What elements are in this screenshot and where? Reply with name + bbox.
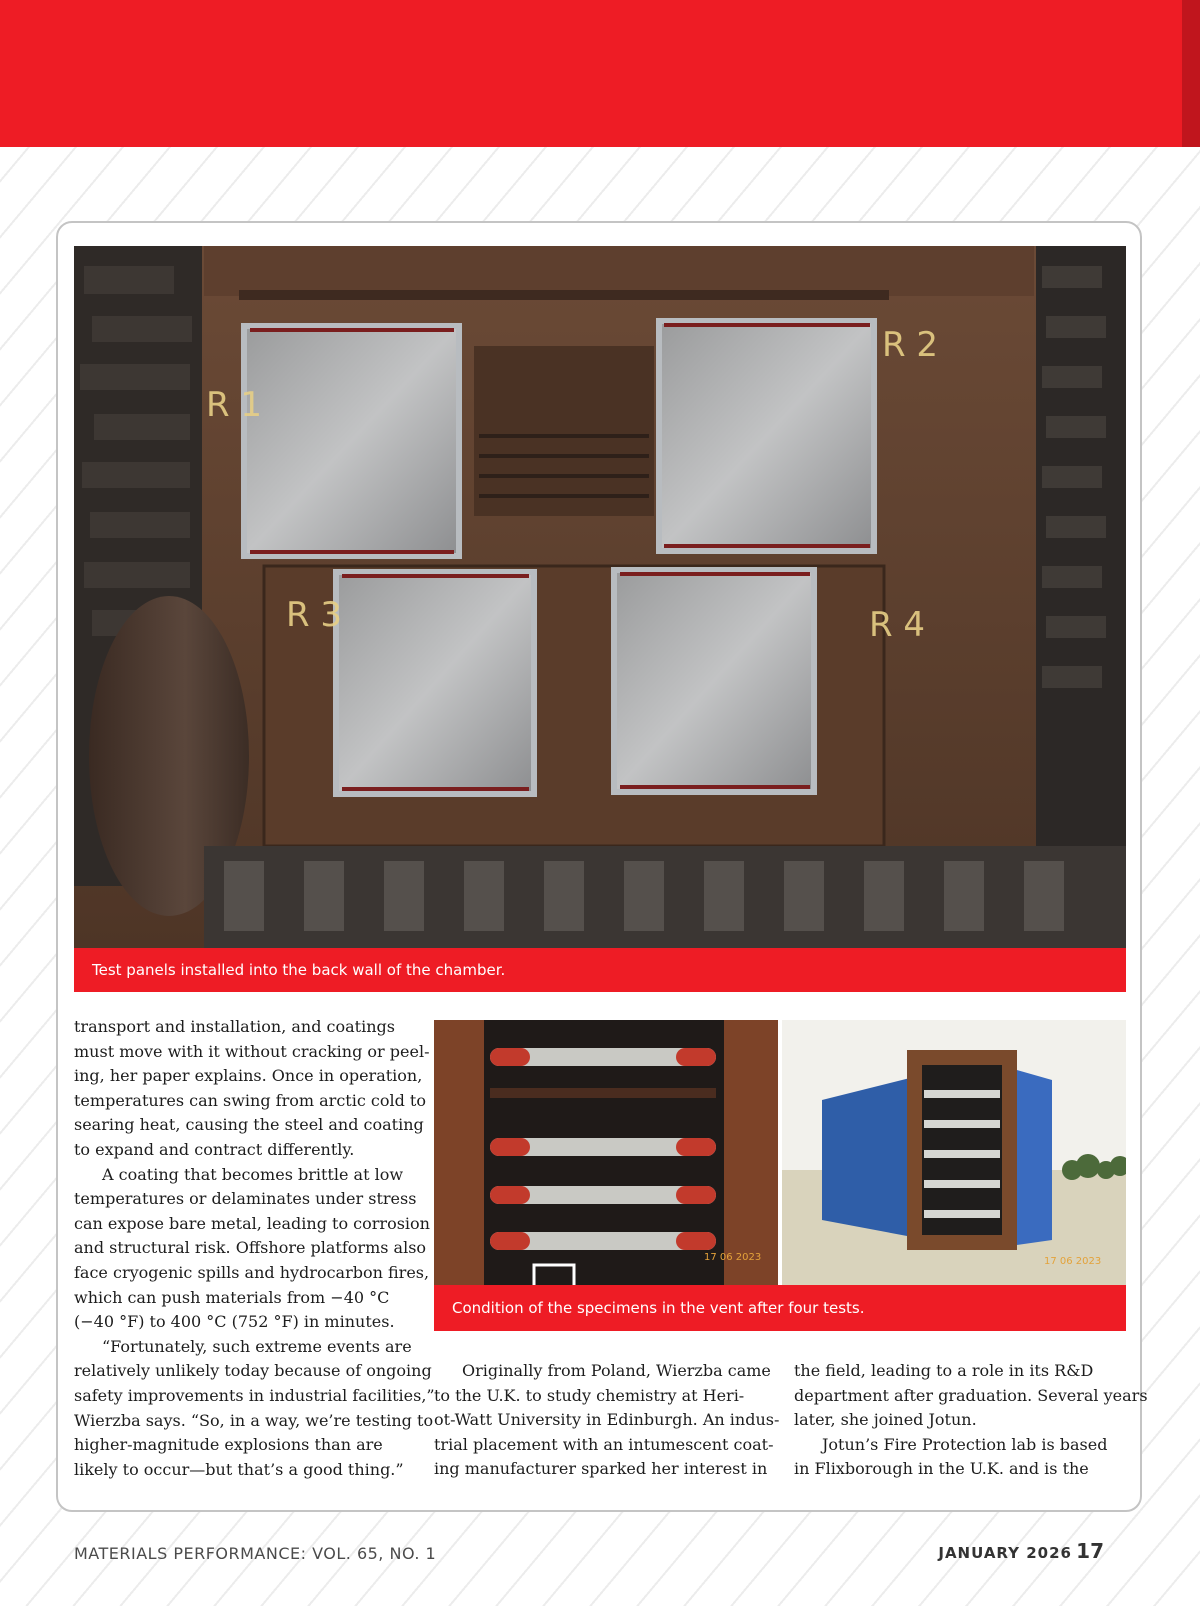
paragraph [74, 1335, 435, 1483]
paragraph [794, 1359, 1148, 1433]
text-line: ing, her paper explains. Once in operation, [74, 1066, 423, 1086]
text-line: Wierzba says. “So, in a way, we’re testing to [74, 1410, 434, 1430]
text-line: A coating that becomes brittle at low [102, 1164, 404, 1184]
text-line: ot-Watt University in Edinburgh. An indus- [434, 1410, 780, 1430]
text-line: temperatures or delaminates under stress [74, 1189, 417, 1209]
top-banner [0, 0, 1200, 147]
panel-label-r2: R 2 [882, 325, 939, 365]
publication-info: MATERIALS PERFORMANCE: VOL. 65, NO. 1 [74, 1544, 437, 1563]
text-line: Originally from Poland, Wierzba came [462, 1361, 771, 1380]
text-line: which can push materials from −40 °C [74, 1287, 390, 1307]
text-line: transport and installation, and coatings [74, 1017, 395, 1036]
outdoor-date-stamp: 17 06 2023 [1044, 1256, 1102, 1267]
text-line: later, she joined Jotun. [794, 1410, 977, 1430]
text-line: temperatures can swing from arctic cold to [74, 1090, 426, 1110]
text-line: higher-magnitude explosions than are [74, 1435, 383, 1455]
paragraph [74, 1015, 430, 1163]
paragraph [434, 1359, 780, 1482]
vent-specimens-photo [434, 1020, 778, 1285]
vent-date-stamp: 17 06 2023 [704, 1252, 762, 1263]
issue-date: JANUARY 2026 [938, 1544, 1072, 1562]
panel-label-r4: R 4 [869, 605, 926, 645]
vent-photos-caption: Condition of the specimens in the vent after four tests. [434, 1285, 1126, 1331]
panel-label-r1: R 1 [206, 385, 263, 425]
text-line: ing manufacturer sparked her interest in [434, 1459, 768, 1479]
text-line: can expose bare metal, leading to corrosion [74, 1213, 430, 1233]
text-line: Jotun’s Fire Protection lab is based [822, 1434, 1108, 1454]
text-line: department after graduation. Several years [794, 1385, 1148, 1405]
text-line: likely to occur—but that’s a good thing.” [74, 1459, 404, 1479]
outdoor-vent-photo [782, 1020, 1126, 1285]
text-line: “Fortunately, such extreme events are [102, 1336, 412, 1356]
text-line: to expand and contract differently. [74, 1139, 355, 1159]
text-line: face cryogenic spills and hydrocarbon fires, [74, 1262, 430, 1282]
text-line: trial placement with an intumescent coat- [434, 1434, 774, 1454]
chamber-wall-photo [74, 246, 1126, 948]
text-line: safety improvements in industrial facilities,” [74, 1385, 435, 1405]
text-line: and structural risk. Offshore platforms also [74, 1238, 427, 1258]
text-line: to the U.K. to study chemistry at Heri- [434, 1385, 745, 1405]
text-line: relatively unlikely today because of ongoing [74, 1361, 432, 1381]
text-line: (−40 °F) to 400 °C (752 °F) in minutes. [74, 1312, 395, 1332]
text-line: the field, leading to a role in its R&D [794, 1361, 1094, 1380]
article-column-middle [434, 1359, 780, 1482]
paragraph [794, 1433, 1129, 1482]
paragraph [74, 1163, 430, 1335]
top-banner-edge [1182, 0, 1200, 147]
text-line: searing heat, causing the steel and coating [74, 1115, 424, 1135]
panel-label-r3: R 3 [286, 595, 343, 635]
main-photo-caption: Test panels installed into the back wall of the chamber. [74, 948, 1126, 992]
text-line: in Flixborough in the U.K. and is the [794, 1459, 1089, 1479]
article-column-right [794, 1359, 1148, 1482]
page-number: 17 [1076, 1539, 1104, 1563]
text-line: must move with it without cracking or peel- [74, 1041, 430, 1061]
article-column-left [74, 1015, 435, 1482]
